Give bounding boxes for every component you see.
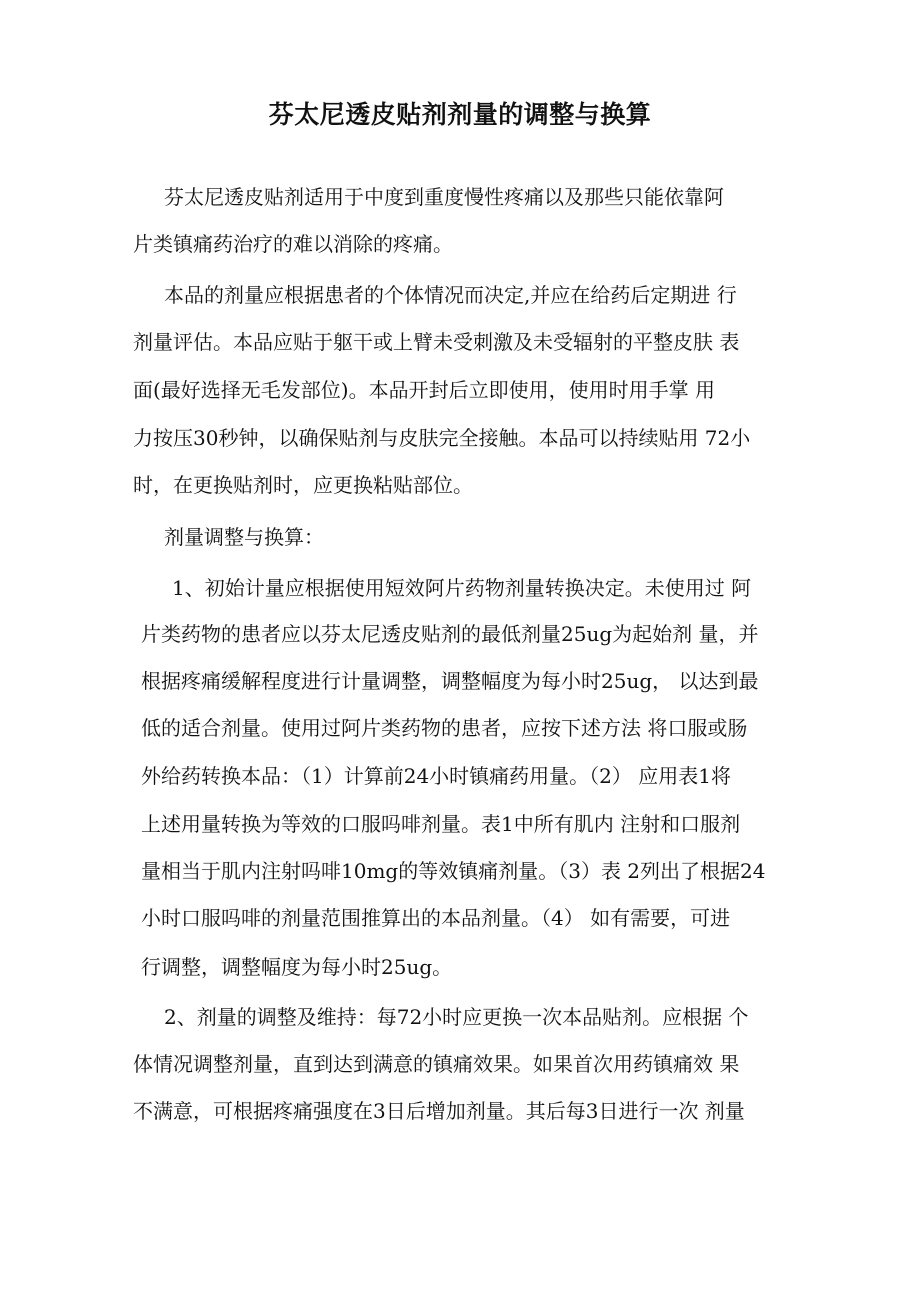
paragraph-4-line-9: 行调整，调整幅度为每小时25ug。	[141, 955, 453, 979]
paragraph-5-line-1: 2、剂量的调整及维持：每72小时应更换一次本品贴剂。应根据 个	[164, 1005, 749, 1029]
paragraph-1-line-1: 芬太尼透皮贴剂适用于中度到重度慢性疼痛以及那些只能依靠阿	[164, 185, 724, 209]
paragraph-3-line-1: 剂量调整与换算：	[164, 525, 324, 549]
paragraph-4-line-5: 外给药转换本品：（1）计算前24小时镇痛药用量。（2） 应用表1将	[141, 764, 731, 788]
document-title: 芬太尼透皮贴剂剂量的调整与换算	[268, 100, 652, 129]
paragraph-4-line-3: 根据疼痛缓解程度进行计量调整，调整幅度为每小时25ug， 以达到最	[141, 669, 759, 693]
paragraph-1-line-2: 片类镇痛药治疗的难以消除的疼痛。	[133, 232, 453, 256]
paragraph-5-line-2: 体情况调整剂量，直到达到满意的镇痛效果。如果首次用药镇痛效 果	[133, 1052, 740, 1076]
paragraph-2-line-4: 力按压30秒钟，以确保贴剂与皮肤完全接触。本品可以持续贴用 72小	[133, 426, 751, 450]
paragraph-4-line-8: 小时口服吗啡的剂量范围推算出的本品剂量。（4） 如有需要，可进	[141, 906, 731, 930]
paragraph-4-line-7: 量相当于肌内注射吗啡10mg的等效镇痛剂量。（3）表 2列出了根据24	[141, 859, 766, 883]
paragraph-4-line-4: 低的适合剂量。使用过阿片类药物的患者，应按下述方法 将口服或肠	[141, 716, 748, 740]
paragraph-4-line-2: 片类药物的患者应以芬太尼透皮贴剂的最低剂量25ug为起始剂 量，并	[141, 622, 759, 646]
paragraph-2-line-1: 本品的剂量应根据患者的个体情况而决定,并应在给药后定期进 行	[164, 283, 737, 307]
paragraph-5-line-3: 不满意，可根据疼痛强度在3日后增加剂量。其后每3日进行一次 剂量	[133, 1099, 745, 1123]
paragraph-2-line-2: 剂量评估。本品应贴于躯干或上臂未受刺激及未受辐射的平整皮肤 表	[133, 330, 740, 354]
paragraph-2-line-3: 面(最好选择无毛发部位)。本品开封后立即使用，使用时用手掌 用	[133, 378, 715, 402]
paragraph-2-line-5: 时，在更换贴剂时，应更换粘贴部位。	[133, 473, 473, 497]
paragraph-4-line-1: 1、初始计量应根据使用短效阿片药物剂量转换决定。未使用过 阿	[172, 576, 752, 600]
paragraph-4-line-6: 上述用量转换为等效的口服吗啡剂量。表1中所有肌内 注射和口服剂	[141, 812, 741, 836]
